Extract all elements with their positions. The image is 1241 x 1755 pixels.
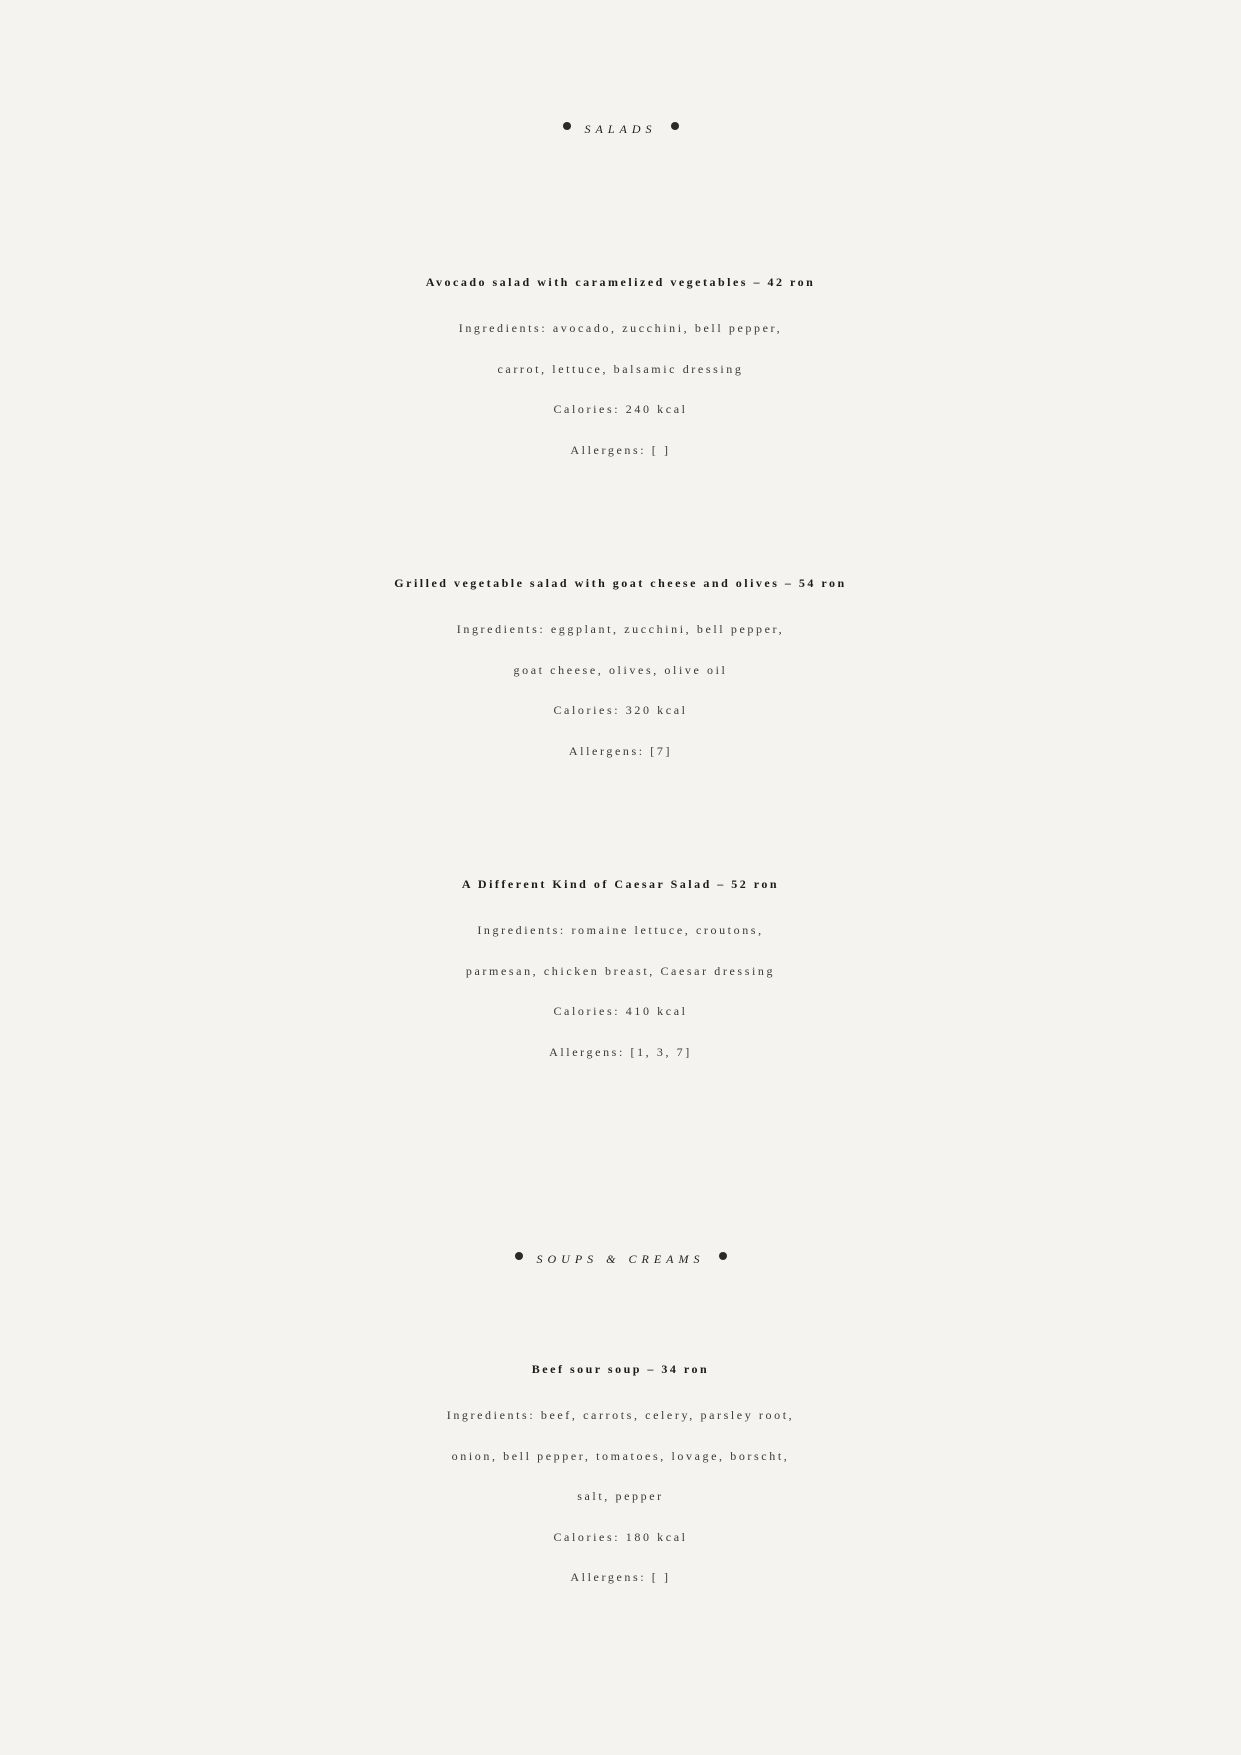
item-calories: Calories: 240 kcal — [553, 402, 688, 416]
item-ingredients: Ingredients: beef, carrots, celery, parsley root, — [446, 1408, 795, 1422]
item-ingredients: parmesan, chicken breast, Caesar dressing — [465, 963, 776, 978]
item-details — [0, 1395, 1241, 1598]
item-ingredients: carrot, lettuce, balsamic dressing — [497, 361, 744, 376]
item-allergens: Allergens: [1, 3, 7] — [549, 1044, 692, 1059]
item-name: A Different Kind of Caesar Salad – 52 ron — [461, 877, 780, 891]
bullet-dot-icon — [719, 1252, 727, 1260]
section-title-soups-creams — [0, 1252, 1241, 1267]
menu-item-caesar-salad — [0, 860, 1241, 1072]
section-title-salads — [0, 122, 1241, 137]
item-name: Avocado salad with caramelized vegetables – 42 ron — [425, 275, 816, 289]
section-title-label: SALADS — [584, 122, 657, 136]
item-allergens: Allergens: [7] — [568, 743, 673, 758]
item-ingredients: Ingredients: eggplant, zucchini, bell pepper, — [456, 622, 785, 636]
item-ingredients: Ingredients: romaine lettuce, croutons, — [477, 923, 764, 937]
item-ingredients: salt, pepper — [577, 1489, 664, 1503]
item-name: Grilled vegetable salad with goat cheese and olives – 54 ron — [394, 576, 847, 590]
item-allergens: Allergens: [ ] — [570, 1570, 671, 1584]
item-allergens: Allergens: [ ] — [570, 442, 671, 457]
item-details — [0, 910, 1241, 1072]
item-calories: Calories: 410 kcal — [553, 1004, 688, 1018]
bullet-dot-icon — [671, 122, 679, 130]
menu-item-grilled-vegetable-salad — [0, 559, 1241, 771]
bullet-dot-icon — [515, 1252, 523, 1260]
item-calories: Calories: 180 kcal — [553, 1529, 688, 1544]
menu-item-avocado-salad — [0, 258, 1241, 470]
item-ingredients: goat cheese, olives, olive oil — [513, 662, 728, 677]
bullet-dot-icon — [563, 122, 571, 130]
item-ingredients: Ingredients: avocado, zucchini, bell pepper, — [458, 321, 783, 335]
item-name: Beef sour soup – 34 ron — [531, 1362, 710, 1376]
menu-item-beef-sour-soup — [0, 1345, 1241, 1598]
item-calories: Calories: 320 kcal — [553, 703, 688, 717]
item-details — [0, 308, 1241, 470]
item-ingredients: onion, bell pepper, tomatoes, lovage, borscht, — [451, 1448, 790, 1463]
section-title-label: SOUPS & CREAMS — [536, 1252, 705, 1266]
item-details — [0, 609, 1241, 771]
